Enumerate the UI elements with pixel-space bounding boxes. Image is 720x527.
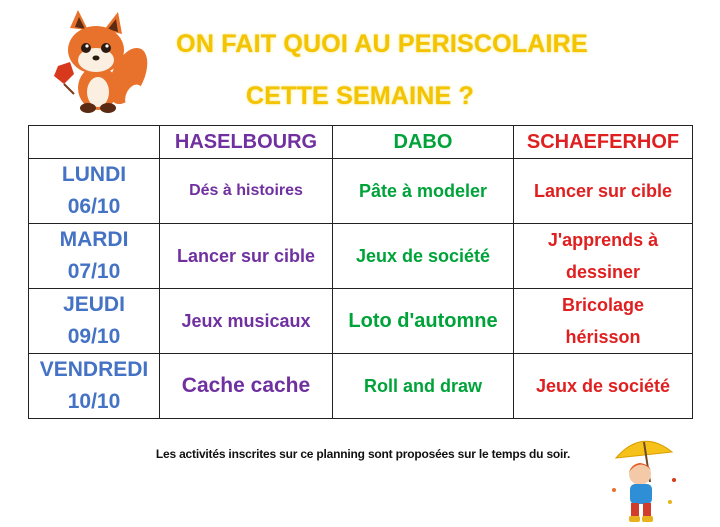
activity-cell: [333, 289, 514, 354]
activity-cell: [160, 224, 333, 289]
day-cell: [29, 224, 160, 289]
day-name: VENDREDI: [39, 358, 149, 381]
title-line-2: CETTE SEMAINE ?: [245, 82, 474, 110]
activity-text: hérisson: [565, 327, 641, 347]
day-name: JEUDI: [63, 293, 125, 316]
header-row: [29, 126, 693, 159]
day-cell: [29, 289, 160, 354]
title-line-1: ON FAIT QUOI AU PERISCOLAIRE: [176, 30, 588, 58]
day-cell: [29, 159, 160, 224]
activity-text: J'apprends à: [547, 230, 659, 250]
column-header-dabo: DABO: [333, 126, 514, 159]
day-name: LUNDI: [61, 163, 127, 186]
activity-text: Jeux musicaux: [181, 311, 311, 331]
activity-text: Roll and draw: [363, 376, 482, 396]
activity-cell: [514, 289, 693, 354]
footnote: Les activités inscrites sur ce planning sont proposées sur le temps du soir.: [155, 447, 571, 461]
activity-cell: [333, 224, 514, 289]
activity-cell: [160, 354, 333, 419]
activity-cell: [514, 159, 693, 224]
activity-text: Loto d'automne: [348, 310, 498, 332]
child-umbrella-illustration: [604, 430, 684, 525]
activity-cell: [514, 354, 693, 419]
planning-table: [28, 125, 693, 419]
activity-cell: [333, 354, 514, 419]
activity-text: Jeux de société: [535, 376, 671, 396]
table-row: [29, 224, 693, 289]
day-cell: [29, 354, 160, 419]
column-header-haselbourg: HASELBOURG: [160, 126, 333, 159]
activity-cell: [160, 289, 333, 354]
day-date: 09/10: [67, 325, 121, 348]
activity-cell: [160, 159, 333, 224]
day-date: 06/10: [67, 195, 121, 218]
activity-text: Lancer sur cible: [176, 246, 316, 266]
activity-text: dessiner: [565, 262, 641, 282]
column-header-schaeferhof: SCHAEFERHOF: [514, 126, 693, 159]
day-date: 07/10: [67, 260, 121, 283]
activity-text: Cache cache: [181, 374, 311, 397]
activity-text: Bricolage: [561, 295, 645, 315]
day-date: 10/10: [67, 390, 121, 413]
day-name: MARDI: [59, 228, 129, 251]
activity-text: Pâte à modeler: [358, 181, 488, 201]
table-row: [29, 289, 693, 354]
corner-cell: [29, 126, 160, 159]
table-row: [29, 159, 693, 224]
activity-text: Dés à histoires: [189, 182, 303, 199]
activity-cell: [514, 224, 693, 289]
activity-text: Lancer sur cible: [533, 181, 673, 201]
table-row: [29, 354, 693, 419]
activity-cell: [333, 159, 514, 224]
activity-text: Jeux de société: [355, 246, 491, 266]
